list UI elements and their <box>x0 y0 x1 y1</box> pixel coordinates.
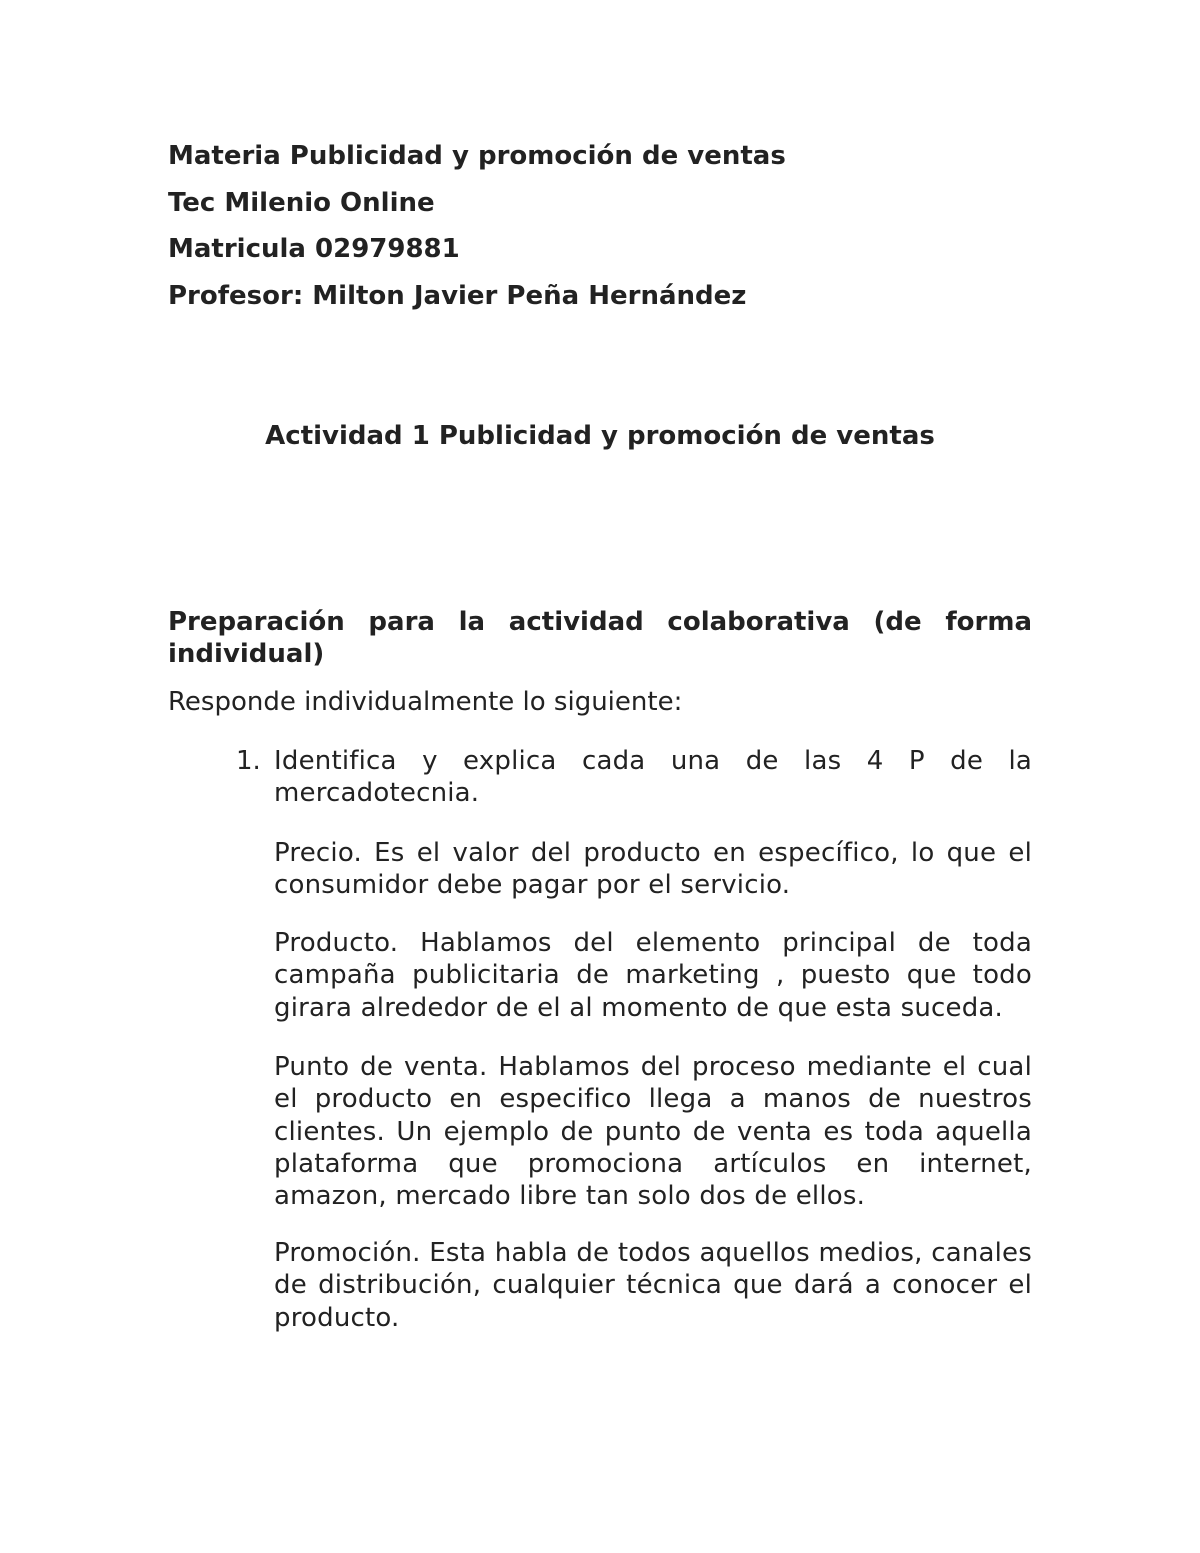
answer-punto-de-venta: Punto de venta. Hablamos del proceso mediante el cual el producto en especifico llega a manos de nuestros clientes. Un ejemplo de punto de venta es toda aquella plataforma que promociona artículos en internet, amazon, mercado libre tan solo dos de ellos. <box>274 1052 1032 1212</box>
school-line: Tec Milenio Online <box>168 188 435 218</box>
professor-line: Profesor: Milton Javier Peña Hernández <box>168 281 747 311</box>
student-id-line: Matricula 02979881 <box>168 234 460 264</box>
question-text: Identifica y explica cada una de las 4 P de la mercadotecnia. <box>274 746 1032 809</box>
instructions-text: Responde individualmente lo siguiente: <box>168 687 683 717</box>
list-item-number: 1. <box>236 746 261 776</box>
subject-line: Materia Publicidad y promoción de ventas <box>168 141 786 171</box>
answer-producto: Producto. Hablamos del elemento principal de toda campaña publicitaria de marketing , puesto que todo girara alrededor de el al momento de que esta suceda. <box>274 928 1032 1023</box>
section-heading: Preparación para la actividad colaborativa (de forma individual) <box>168 607 1032 669</box>
answer-promocion: Promoción. Esta habla de todos aquellos medios, canales de distribución, cualquier técnica que dará a conocer el producto. <box>274 1238 1032 1333</box>
activity-title: Actividad 1 Publicidad y promoción de ventas <box>265 421 935 451</box>
answer-precio: Precio. Es el valor del producto en específico, lo que el consumidor debe pagar por el servicio. <box>274 838 1032 901</box>
